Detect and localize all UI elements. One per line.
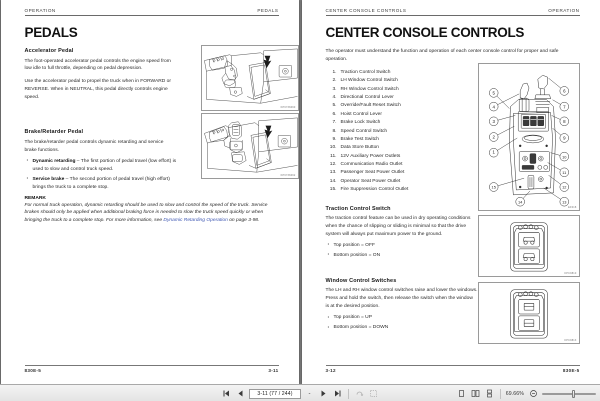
traction-switch-illustration [479, 216, 579, 276]
callout-label: Operator Seat Power Outlet [340, 178, 401, 184]
list-item [326, 102, 478, 110]
callout-number: 1. [332, 69, 337, 75]
page-title: PEDALS [24, 25, 78, 40]
traction-control-bullet-list [326, 242, 478, 260]
list-item [326, 128, 478, 136]
page-footer-left [25, 365, 279, 374]
section-heading: Traction Control Switch [325, 205, 391, 212]
header-rule [326, 15, 580, 16]
list-item [326, 86, 478, 94]
pdf-toolbar [0, 384, 600, 401]
list-item [326, 153, 478, 161]
toolbar-separator [348, 389, 349, 399]
window-control-bullet-list [326, 314, 478, 332]
list-item [326, 94, 478, 102]
zoom-slider[interactable] [542, 388, 596, 399]
pdf-view-and-zoom-controls [456, 385, 596, 401]
footer-document-number: 830E-5 [562, 368, 580, 373]
brake-pedal-bullet-list [25, 158, 177, 192]
bullet-term: Dynamic retarding [32, 158, 76, 164]
center-console-illustration [479, 64, 579, 210]
footer-page-number: 3-12 [325, 368, 336, 373]
list-item [326, 186, 478, 194]
svg-text:9: 9 [562, 135, 566, 141]
header-rule [25, 15, 279, 16]
single-page-view-icon[interactable] [456, 388, 467, 399]
section-brake-retarder-pedal [25, 129, 177, 191]
section-traction-control-switch [326, 206, 478, 260]
callout-number: 4. [332, 95, 337, 100]
zoom-slider-handle[interactable] [572, 390, 575, 398]
section-paragraph: Use the accelerator pedal to propel the truck when in FORWARD or REVERSE. When in NEUTRAL, this pedal directly controls engine speed. [24, 79, 172, 101]
callout-label: 12V Auxiliary Power Outlets [340, 153, 401, 159]
page-footer-right [326, 365, 580, 374]
footer-rule [25, 365, 279, 366]
callout-number: 6. [332, 111, 337, 117]
section-heading: Window Control Switches [325, 277, 397, 284]
two-page-view-icon[interactable] [470, 388, 481, 399]
running-header-left-text: OPERATION [24, 8, 56, 13]
list-item [25, 158, 177, 174]
svg-text:13: 13 [561, 199, 566, 205]
callout-label: Brake Test Switch [340, 136, 379, 142]
callout-number: 12. [329, 162, 337, 167]
callout-number: 11. [330, 153, 337, 159]
footer-rule [326, 365, 580, 366]
list-item [326, 144, 478, 152]
figure-accelerator-pedal [201, 45, 299, 111]
running-header-left-page [25, 8, 279, 15]
select-tool-icon[interactable] [368, 388, 379, 399]
remark-heading: REMARK [24, 195, 46, 201]
callout-number: 13. [329, 170, 337, 176]
list-item: · Top position = UP [326, 314, 478, 322]
callout-label: Hoist Control Lever [340, 111, 382, 117]
zoom-slider-track [542, 393, 596, 395]
list-item [326, 69, 478, 77]
figure-caption: KPC9810 [564, 272, 577, 275]
list-item [326, 178, 478, 186]
section-paragraph: The LH and RH window control switches raise and lower the windows. Press and hold the switch, then release the switch when the window is at the desired position. [325, 288, 478, 310]
running-header-right-text: PEDALS [257, 8, 279, 13]
section-heading: Brake/Retarder Pedal [24, 129, 84, 136]
figure-caption: KP6738492 [280, 174, 296, 177]
rotate-view-icon[interactable] [354, 388, 365, 399]
list-item [326, 161, 478, 169]
svg-text:2: 2 [491, 134, 495, 140]
svg-text:1: 1 [491, 149, 495, 155]
callout-label: Fire Suppression Control Outlet [340, 187, 409, 193]
list-item: · Bottom position = DOWN [326, 324, 478, 332]
callout-label: Speed Control Switch [340, 128, 388, 134]
section-paragraph: The foot-operated accelerator pedal controls the engine speed from low idle to full throttle, depending on pedal depression. [24, 58, 171, 72]
next-page-icon[interactable] [318, 388, 329, 399]
svg-text:8: 8 [562, 119, 566, 125]
list-item: · Top position = OFF [326, 242, 478, 250]
running-header-right-text: OPERATION [548, 8, 580, 13]
cross-reference-link[interactable]: Dynamic Retarding Operation [163, 218, 228, 224]
list-item [25, 176, 177, 192]
page-title: CENTER CONSOLE CONTROLS [325, 25, 525, 40]
toolbar-separator [500, 389, 501, 399]
figure-brake-retarder-pedal [201, 113, 299, 179]
figure-caption: KP6738490 [280, 106, 296, 109]
window-switch-illustration [479, 283, 579, 343]
callout-label: Data Store Button [340, 145, 380, 151]
list-item [326, 169, 478, 177]
bullet-text: – The second portion of pedal travel (high effort) brings the truck to a complete stop. [32, 176, 170, 190]
callout-label: Directional Control Lever [340, 95, 394, 100]
section-paragraph: The brake/retarder pedal controls dynamic retarding and service brake functions. [24, 139, 164, 153]
svg-text:14: 14 [517, 199, 522, 205]
continuous-scroll-icon[interactable] [484, 388, 495, 399]
callout-number: 8. [332, 128, 337, 134]
remark-text-part-2: on page 3-98. [227, 218, 260, 224]
callout-label: Brake Lock Switch [340, 120, 381, 126]
remark-block [25, 196, 279, 226]
callout-number: 9. [332, 136, 337, 142]
accelerator-pedal-illustration [202, 46, 298, 110]
list-item [326, 119, 478, 127]
callout-label: Passenger Seat Power Outlet [340, 170, 405, 176]
list-item [326, 111, 478, 119]
svg-text:10: 10 [561, 154, 566, 160]
remark-text-part-1: For normal truck operation, dynamic retarding should be used to slow and control the speed of the truck. Service brakes should only be applied when additional braking force is needed to slow the truck speed quickly or when bringing the truck to a complete stop. For more information, see [24, 202, 268, 224]
section-accelerator-pedal [25, 48, 177, 102]
callout-number: 7. [332, 120, 337, 126]
last-page-icon[interactable] [332, 388, 343, 399]
callout-number: 5. [332, 103, 337, 109]
callout-number: 3. [332, 86, 337, 92]
previous-page-icon[interactable] [235, 388, 246, 399]
page-number-input[interactable]: 3-11 (77 / 244) [249, 389, 301, 399]
svg-text:6: 6 [562, 88, 566, 94]
remark-paragraph [25, 202, 279, 226]
running-header-left-text: CENTER CONSOLE CONTROLS [325, 8, 407, 13]
running-header-right-page [326, 8, 580, 15]
callout-label: LH Window Control Switch [340, 78, 398, 84]
list-item [326, 77, 478, 85]
bullet-text: – The first portion of pedal travel (low effort) is used to slow and control truck speed. [32, 158, 177, 172]
callout-number: 2. [332, 78, 337, 84]
figure-caption: EF018 [568, 206, 577, 209]
list-item [326, 136, 478, 144]
console-callout-list [326, 69, 478, 195]
svg-text:5: 5 [491, 90, 495, 96]
figure-window-control-switch [478, 282, 580, 344]
svg-text:4: 4 [491, 104, 495, 110]
zoom-level-label: 69.66% [505, 390, 524, 397]
figure-caption: KPC9813 [564, 339, 577, 342]
pdf-page-left[interactable] [1, 0, 299, 384]
footer-document-number: 830E-5 [24, 368, 42, 373]
figure-center-console [478, 63, 580, 211]
bullet-term: Service brake [32, 176, 65, 182]
pdf-page-right[interactable] [302, 0, 600, 384]
zoom-minus-button[interactable]: - [308, 390, 311, 397]
section-paragraph: The traction control feature can be used in dry operating conditions when the chance of slipping or sliding is minimal so that the drive system will always put maximum power to the ground. [325, 216, 471, 237]
footer-page-number: 3-11 [268, 368, 279, 373]
section-heading: Accelerator Pedal [24, 48, 74, 54]
svg-text:7: 7 [562, 104, 566, 110]
callout-label: Communication Radio Outlet [340, 162, 403, 167]
list-item: · Bottom position = ON [326, 252, 478, 260]
callout-number: 14. [329, 178, 337, 184]
callout-label: RH Window Control Switch [340, 86, 399, 92]
callout-label: Override/Fault Reset Switch [340, 103, 401, 109]
intro-paragraph: The operator must understand the function and operation of each center console control for proper and safe operation. [325, 49, 559, 62]
first-page-icon[interactable] [221, 388, 232, 399]
brake-pedal-illustration [202, 114, 298, 178]
svg-text:12: 12 [561, 184, 566, 190]
figure-traction-control-switch [478, 215, 580, 277]
callout-number: 10. [329, 145, 337, 151]
svg-text:11: 11 [561, 170, 566, 176]
zoom-out-icon[interactable] [528, 388, 539, 399]
callout-label: Traction Control Switch [340, 69, 391, 75]
svg-text:15: 15 [491, 184, 496, 190]
svg-text:3: 3 [491, 119, 495, 125]
callout-number: 15. [329, 187, 337, 193]
section-window-control-switches [326, 278, 478, 332]
